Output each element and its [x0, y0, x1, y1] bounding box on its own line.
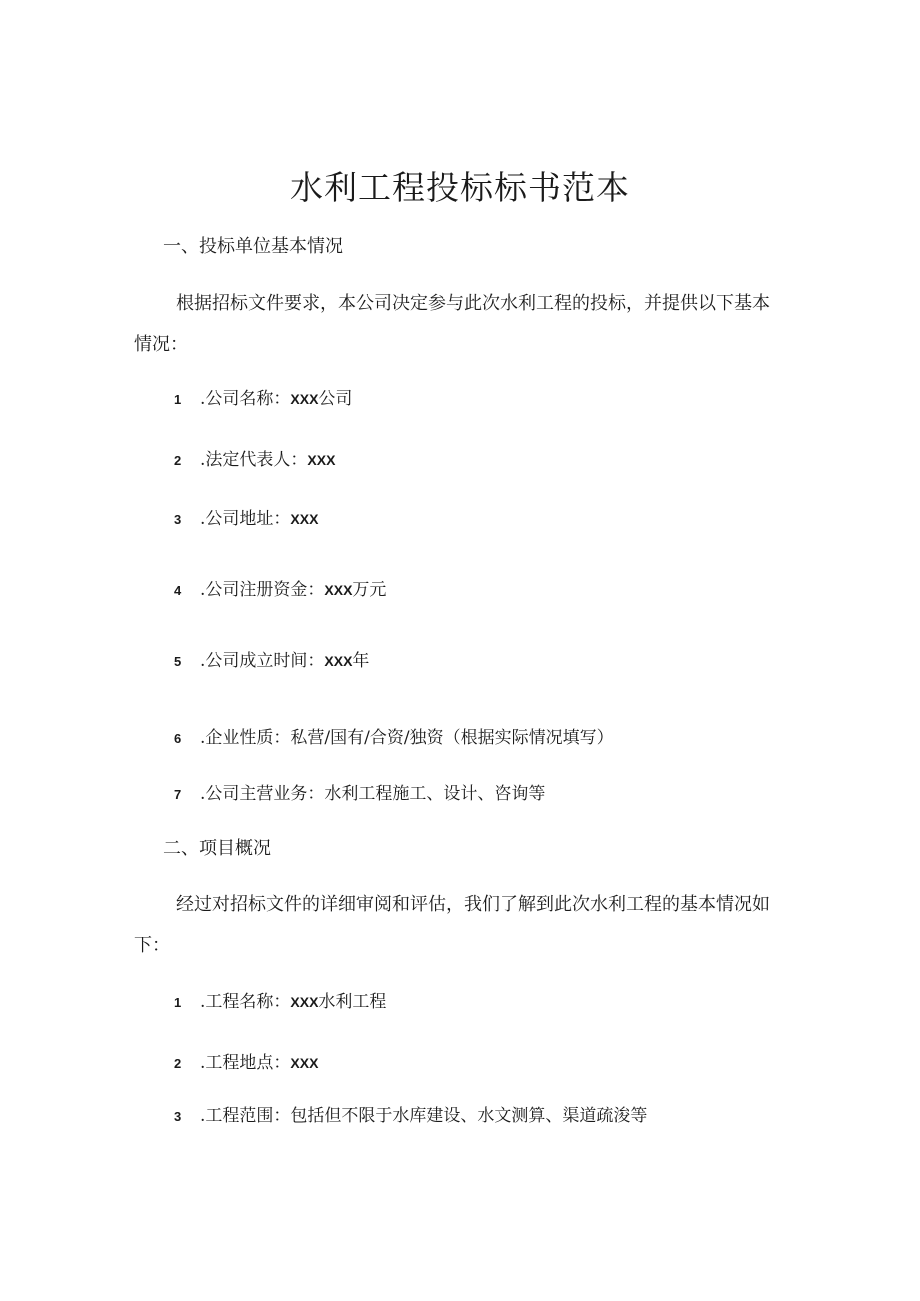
list-item — [174, 504, 318, 529]
list-item-label: .公司地址： — [200, 509, 291, 529]
list-item-number: 1 — [174, 995, 182, 1010]
list-item — [174, 987, 386, 1012]
list-item-number: 6 — [174, 731, 182, 746]
list-item-label: .公司名称： — [200, 389, 291, 409]
list-item-label: .工程名称： — [200, 992, 291, 1012]
list-item-placeholder: XXX — [307, 452, 336, 468]
section2-intro-line1: 经过对招标文件的详细审阅和评估，我们了解到此次水利工程的基本情况如 — [176, 894, 770, 915]
list-item-placeholder: XXX — [290, 511, 319, 527]
list-item-number: 3 — [174, 1109, 182, 1124]
list-item-suffix: 水利工程 — [318, 992, 387, 1012]
list-item-number: 3 — [174, 512, 182, 527]
list-item-label: .工程地点： — [200, 1053, 291, 1073]
list-item-label: .公司成立时间： — [200, 651, 325, 671]
list-item — [174, 646, 369, 671]
list-item — [174, 384, 352, 409]
list-item-placeholder: XXX — [290, 391, 319, 407]
section2-heading: 二、项目概况 — [163, 838, 271, 859]
list-item — [174, 575, 386, 600]
list-item-label: .公司注册资金： — [200, 580, 325, 600]
section2-intro-line2: 下： — [134, 935, 170, 956]
section1-intro-line2: 情况： — [134, 334, 188, 355]
section1-intro-line1: 根据招标文件要求，本公司决定参与此次水利工程的投标，并提供以下基本 — [176, 293, 770, 314]
list-item-placeholder: XXX — [324, 582, 353, 598]
list-item-number: 5 — [174, 654, 182, 669]
list-item — [174, 445, 335, 470]
list-item-label: .企业性质：私营/国有/合资/独资（根据实际情况填写） — [200, 728, 614, 748]
list-item-label: .工程范围：包括但不限于水库建设、水文测算、渠道疏浚等 — [200, 1106, 648, 1126]
list-item — [174, 1101, 647, 1126]
list-item — [174, 723, 614, 748]
document-title: 水利工程投标标书范本 — [290, 168, 630, 207]
list-item-suffix: 公司 — [318, 389, 353, 409]
list-item-number: 2 — [174, 453, 182, 468]
list-item-placeholder: XXX — [290, 1055, 319, 1071]
list-item-suffix: 年 — [352, 651, 370, 671]
list-item-number: 4 — [174, 583, 182, 598]
section1-heading: 一、投标单位基本情况 — [163, 236, 343, 257]
list-item-number: 2 — [174, 1056, 182, 1071]
list-item — [174, 779, 545, 804]
list-item-placeholder: XXX — [290, 994, 319, 1010]
list-item-number: 1 — [174, 392, 182, 407]
list-item-placeholder: XXX — [324, 653, 353, 669]
list-item — [174, 1048, 318, 1073]
list-item-label: .法定代表人： — [200, 450, 308, 470]
list-item-number: 7 — [174, 787, 182, 802]
list-item-label: .公司主营业务：水利工程施工、设计、咨询等 — [200, 784, 546, 804]
list-item-suffix: 万元 — [352, 580, 387, 600]
